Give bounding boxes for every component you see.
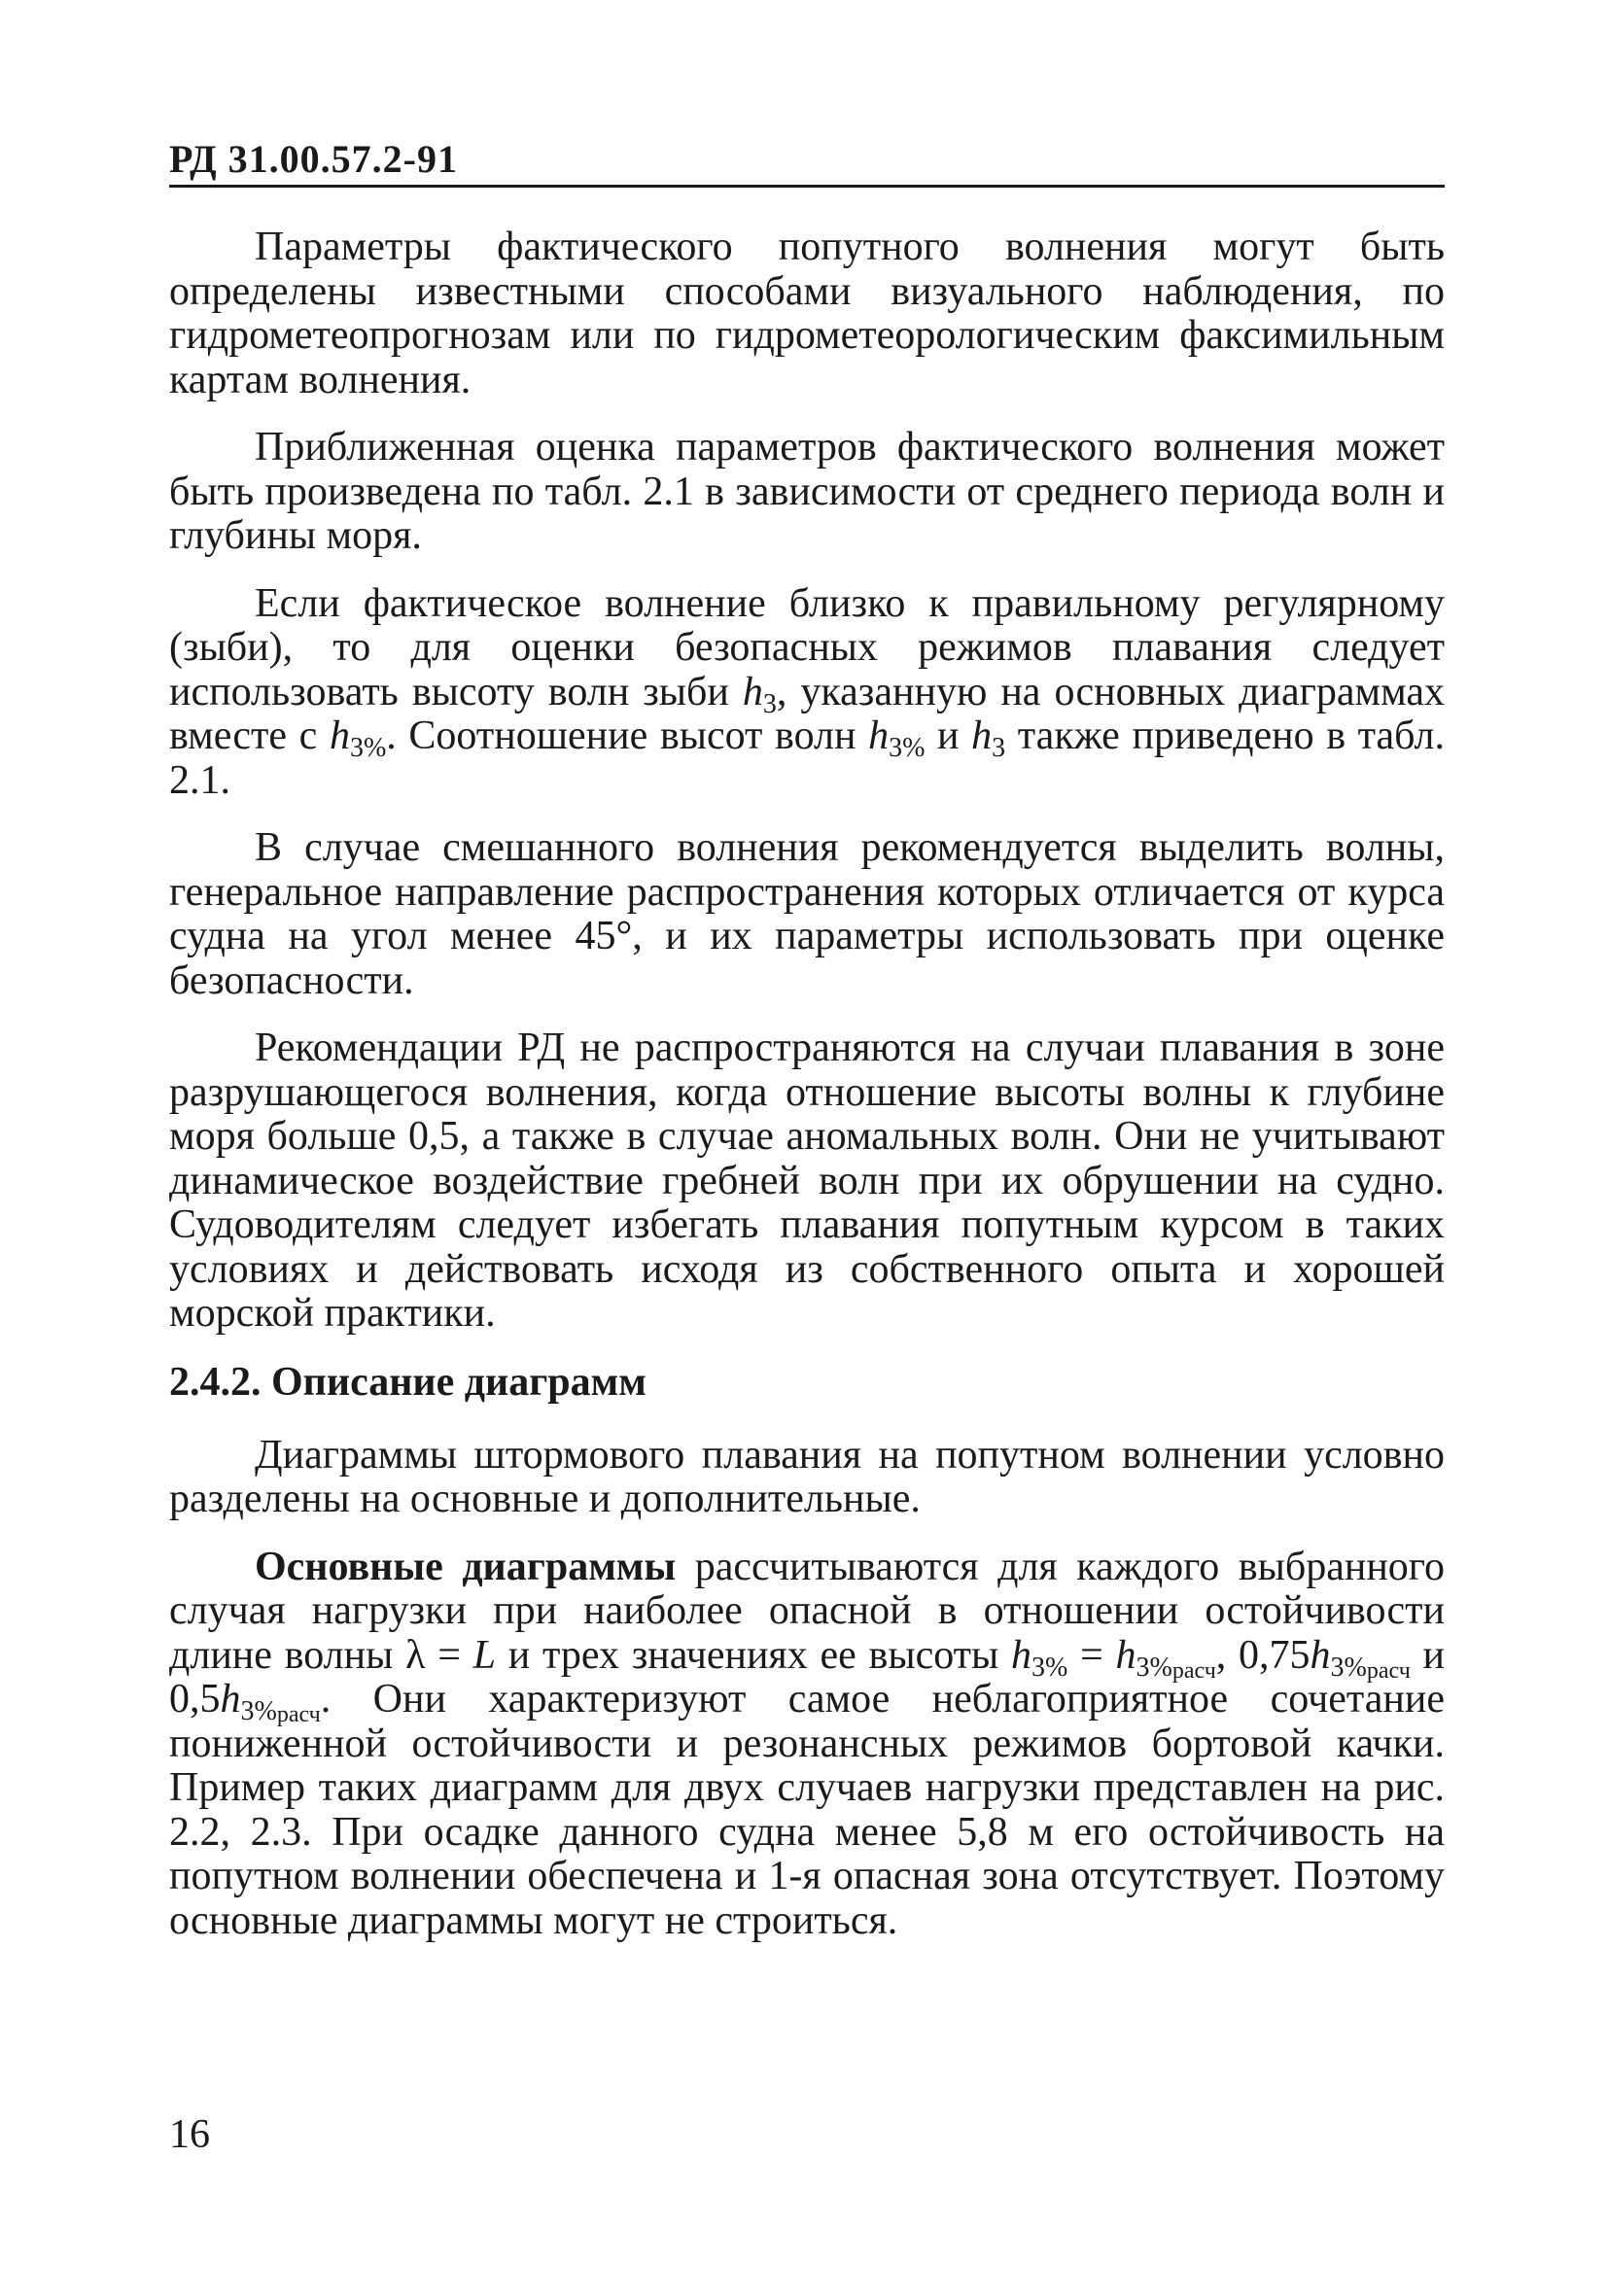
paragraph-wave-parameters: Параметры фактического попутного волнения могут быть определены известными способами визуального наблюдения, по гидрометеопрогнозам или по гидрометеорологическим факсимильным картам волнения. bbox=[169, 225, 1445, 402]
paragraph-recommendations-limits: Рекомендации РД не распространяются на случаи плавания в зоне разрушающегося волнения, когда отношение высоты волны к глубине моря больше 0,5, а также в случае аномальных волн. Они не учитывают динамическое воздействие гребней волн при их обрушении на судно. Судоводителям следует избегать плавания попутным курсом в таких условиях и действовать исходя из собственного опыта и хорошей морской практики. bbox=[169, 1026, 1445, 1336]
paragraph-diagram-types: Диаграммы штормового плавания на попутном волнении условно разделены на основные и дополнительные. bbox=[169, 1432, 1445, 1521]
paragraph-main-diagrams: Основные диаграммы рассчитываются для каждого выбранного случая нагрузки при наиболее опасной в отношении остойчивости длине волны λ = L и трех значениях ее высоты $h_{3\%} = h_{3\%_{расч}}$, $0,75h_{3\%_{расч}}$ и $0,5h_{3\%_{расч}}$. Они характеризуют самое неблагоприятное сочетание пониженной остойчивости и резонансных режимов бортовой качки. Пример таких диаграмм для двух случаев нагрузки представлен на рис. 2.2, 2.3. При осадке данного судна менее 5,8 м его остойчивость на попутном волнении обеспечена и 1-я опасная зона отсутствует. Поэтому основные диаграммы могут не строиться. bbox=[169, 1544, 1446, 1943]
document-id-header: РД 31.00.57.2-91 bbox=[169, 137, 458, 181]
header-rule bbox=[169, 185, 1445, 188]
page-content bbox=[169, 226, 1445, 1966]
section-heading: 2.4.2. Описание диаграмм bbox=[169, 1359, 647, 1405]
paragraph-regular-swell: Если фактическое волнение близко к правильному регулярному (зыби), то для оценки безопасных режимов плавания следует использовать высоту волн зыби $h_3$, указанную на основных диаграммах вместе с $h_{3\%}$. Соотношение высот волн $h_{3\%}$ и $h_3$ также приведено в табл. 2.1. bbox=[169, 580, 1445, 803]
page-number: 16 bbox=[169, 2112, 210, 2157]
paragraph-approximate-estimate: Приближенная оценка параметров фактического волнения может быть произведена по табл. 2.1 в зависимости от среднего периода волн и глубины моря. bbox=[169, 425, 1445, 558]
term-main-diagrams: Основные диаграммы bbox=[255, 1544, 677, 1589]
paragraph-mixed-waves: В случае смешанного волнения рекомендуется выделить волны, генеральное направление распространения которых отличается от курса судна на угол менее 45°, и их параметры использовать при оценке безопасности. bbox=[169, 825, 1445, 1003]
symbol-h: h bbox=[742, 669, 763, 714]
